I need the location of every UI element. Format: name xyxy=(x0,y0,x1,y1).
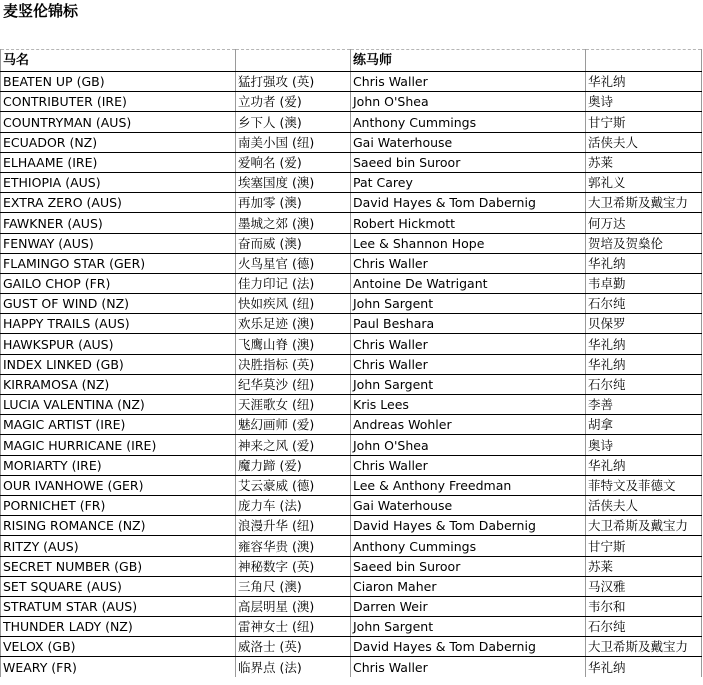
cell-horse-name: SET SQUARE (AUS) xyxy=(1,576,236,596)
cell-chinese-name: 快如疾风 (纽) xyxy=(236,294,351,314)
page-title: 麦竖伦锦标 xyxy=(3,2,79,20)
cell-horse-name: WEARY (FR) xyxy=(1,657,236,677)
cell-chinese-name: 庞力车 (法) xyxy=(236,495,351,515)
cell-trainer-chinese: 苏莱 xyxy=(586,556,702,576)
cell-trainer-chinese: 石尔纯 xyxy=(586,617,702,637)
cell-chinese-name: 临界点 (法) xyxy=(236,657,351,677)
cell-chinese-name: 奋而威 (澳) xyxy=(236,233,351,253)
cell-trainer: Antoine De Watrigant xyxy=(351,273,586,293)
cell-trainer: Gai Waterhouse xyxy=(351,132,586,152)
cell-trainer-chinese: 何万达 xyxy=(586,213,702,233)
cell-trainer-chinese: 奥诗 xyxy=(586,435,702,455)
cell-trainer: Darren Weir xyxy=(351,596,586,616)
table-row xyxy=(1,415,702,435)
cell-trainer: Andreas Wohler xyxy=(351,415,586,435)
cell-trainer: Anthony Cummings xyxy=(351,112,586,132)
cell-chinese-name: 魔力蹄 (爱) xyxy=(236,455,351,475)
cell-trainer-chinese: 李善 xyxy=(586,395,702,415)
table-row xyxy=(1,374,702,394)
cell-horse-name: PORNICHET (FR) xyxy=(1,495,236,515)
table-row xyxy=(1,596,702,616)
table-row xyxy=(1,172,702,192)
cell-trainer-chinese: 华礼纳 xyxy=(586,354,702,374)
header-chinese-name xyxy=(236,50,351,72)
cell-trainer: David Hayes & Tom Dabernig xyxy=(351,516,586,536)
table-row xyxy=(1,314,702,334)
cell-trainer: John O'Shea xyxy=(351,92,586,112)
table-row xyxy=(1,617,702,637)
cell-chinese-name: 乡下人 (澳) xyxy=(236,112,351,132)
cell-chinese-name: 神来之风 (爱) xyxy=(236,435,351,455)
cell-horse-name: HAWKSPUR (AUS) xyxy=(1,334,236,354)
cell-trainer-chinese: 甘宁斯 xyxy=(586,536,702,556)
cell-chinese-name: 墨城之郊 (澳) xyxy=(236,213,351,233)
cell-trainer-chinese: 苏莱 xyxy=(586,152,702,172)
cell-trainer-chinese: 甘宁斯 xyxy=(586,112,702,132)
cell-trainer: Chris Waller xyxy=(351,253,586,273)
cell-chinese-name: 欢乐足迹 (澳) xyxy=(236,314,351,334)
cell-horse-name: FENWAY (AUS) xyxy=(1,233,236,253)
cell-trainer: Lee & Anthony Freedman xyxy=(351,475,586,495)
cell-chinese-name: 飞鹰山脊 (澳) xyxy=(236,334,351,354)
header-trainer-chinese xyxy=(586,50,702,72)
cell-horse-name: EXTRA ZERO (AUS) xyxy=(1,193,236,213)
cell-horse-name: GAILO CHOP (FR) xyxy=(1,273,236,293)
cell-trainer-chinese: 大卫希斯及戴宝力 xyxy=(586,193,702,213)
table-row xyxy=(1,536,702,556)
cell-horse-name: LUCIA VALENTINA (NZ) xyxy=(1,395,236,415)
cell-horse-name: HAPPY TRAILS (AUS) xyxy=(1,314,236,334)
cell-chinese-name: 浪漫升华 (纽) xyxy=(236,516,351,536)
cell-chinese-name: 猛打强攻 (英) xyxy=(236,72,351,92)
cell-chinese-name: 再加零 (澳) xyxy=(236,193,351,213)
cell-chinese-name: 雍容华贵 (澳) xyxy=(236,536,351,556)
cell-chinese-name: 神秘数字 (英) xyxy=(236,556,351,576)
cell-trainer-chinese: 大卫希斯及戴宝力 xyxy=(586,516,702,536)
table-body xyxy=(1,72,702,677)
cell-trainer: Chris Waller xyxy=(351,354,586,374)
cell-horse-name: SECRET NUMBER (GB) xyxy=(1,556,236,576)
cell-trainer-chinese: 韦卓勤 xyxy=(586,273,702,293)
cell-chinese-name: 决胜指标 (英) xyxy=(236,354,351,374)
cell-chinese-name: 天涯歌女 (纽) xyxy=(236,395,351,415)
cell-chinese-name: 爱响名 (爱) xyxy=(236,152,351,172)
cell-chinese-name: 雷神女士 (纽) xyxy=(236,617,351,637)
cell-trainer: Robert Hickmott xyxy=(351,213,586,233)
cell-trainer-chinese: 石尔纯 xyxy=(586,374,702,394)
cell-chinese-name: 三角尺 (澳) xyxy=(236,576,351,596)
table-row xyxy=(1,132,702,152)
table-row xyxy=(1,495,702,515)
cell-trainer-chinese: 郭礼义 xyxy=(586,172,702,192)
cell-trainer-chinese: 活侠夫人 xyxy=(586,495,702,515)
cell-chinese-name: 纪华莫沙 (纽) xyxy=(236,374,351,394)
cell-trainer-chinese: 华礼纳 xyxy=(586,72,702,92)
cell-trainer: John Sargent xyxy=(351,617,586,637)
cell-trainer-chinese: 华礼纳 xyxy=(586,455,702,475)
cell-trainer-chinese: 华礼纳 xyxy=(586,657,702,677)
cell-trainer-chinese: 大卫希斯及戴宝力 xyxy=(586,637,702,657)
cell-trainer: Pat Carey xyxy=(351,172,586,192)
cell-horse-name: VELOX (GB) xyxy=(1,637,236,657)
table-row xyxy=(1,112,702,132)
table-row xyxy=(1,193,702,213)
table-row xyxy=(1,253,702,273)
cell-trainer: Chris Waller xyxy=(351,334,586,354)
cell-trainer: David Hayes & Tom Dabernig xyxy=(351,637,586,657)
cell-chinese-name: 立功者 (爱) xyxy=(236,92,351,112)
cell-horse-name: RITZY (AUS) xyxy=(1,536,236,556)
cell-trainer-chinese: 贝保罗 xyxy=(586,314,702,334)
runners-table xyxy=(0,49,702,677)
cell-horse-name: THUNDER LADY (NZ) xyxy=(1,617,236,637)
cell-trainer: Anthony Cummings xyxy=(351,536,586,556)
cell-trainer: Kris Lees xyxy=(351,395,586,415)
header-horse-name: 马名 xyxy=(1,50,236,72)
cell-trainer: David Hayes & Tom Dabernig xyxy=(351,193,586,213)
table-row xyxy=(1,233,702,253)
table-row xyxy=(1,556,702,576)
cell-trainer-chinese: 菲特文及菲德文 xyxy=(586,475,702,495)
table-row xyxy=(1,273,702,293)
cell-horse-name: FLAMINGO STAR (GER) xyxy=(1,253,236,273)
cell-trainer-chinese: 奥诗 xyxy=(586,92,702,112)
cell-horse-name: INDEX LINKED (GB) xyxy=(1,354,236,374)
cell-horse-name: GUST OF WIND (NZ) xyxy=(1,294,236,314)
cell-chinese-name: 艾云豪威 (德) xyxy=(236,475,351,495)
cell-trainer: Gai Waterhouse xyxy=(351,495,586,515)
cell-trainer-chinese: 石尔纯 xyxy=(586,294,702,314)
cell-horse-name: ECUADOR (NZ) xyxy=(1,132,236,152)
cell-trainer-chinese: 胡拿 xyxy=(586,415,702,435)
table-header-row xyxy=(1,50,702,72)
cell-trainer-chinese: 韦尔和 xyxy=(586,596,702,616)
table-row xyxy=(1,354,702,374)
table-row xyxy=(1,294,702,314)
cell-trainer: John O'Shea xyxy=(351,435,586,455)
cell-trainer: Saeed bin Suroor xyxy=(351,152,586,172)
cell-trainer-chinese: 活侠夫人 xyxy=(586,132,702,152)
cell-trainer: John Sargent xyxy=(351,294,586,314)
cell-horse-name: COUNTRYMAN (AUS) xyxy=(1,112,236,132)
table-row xyxy=(1,92,702,112)
cell-horse-name: ETHIOPIA (AUS) xyxy=(1,172,236,192)
table-row xyxy=(1,72,702,92)
table-row xyxy=(1,516,702,536)
table-row xyxy=(1,637,702,657)
cell-horse-name: ELHAAME (IRE) xyxy=(1,152,236,172)
cell-chinese-name: 魅幻画师 (爱) xyxy=(236,415,351,435)
cell-trainer-chinese: 马汉雅 xyxy=(586,576,702,596)
table-row xyxy=(1,455,702,475)
cell-trainer-chinese: 华礼纳 xyxy=(586,334,702,354)
table-row xyxy=(1,435,702,455)
cell-horse-name: STRATUM STAR (AUS) xyxy=(1,596,236,616)
cell-chinese-name: 埃塞国度 (澳) xyxy=(236,172,351,192)
cell-horse-name: MAGIC ARTIST (IRE) xyxy=(1,415,236,435)
cell-trainer-chinese: 华礼纳 xyxy=(586,253,702,273)
header-trainer: 练马师 xyxy=(351,50,586,72)
cell-trainer: Lee & Shannon Hope xyxy=(351,233,586,253)
table-row xyxy=(1,213,702,233)
cell-horse-name: KIRRAMOSA (NZ) xyxy=(1,374,236,394)
cell-horse-name: CONTRIBUTER (IRE) xyxy=(1,92,236,112)
cell-horse-name: OUR IVANHOWE (GER) xyxy=(1,475,236,495)
cell-chinese-name: 火鸟星官 (德) xyxy=(236,253,351,273)
table-row xyxy=(1,334,702,354)
cell-horse-name: FAWKNER (AUS) xyxy=(1,213,236,233)
table-row xyxy=(1,475,702,495)
cell-trainer: Chris Waller xyxy=(351,72,586,92)
table-row xyxy=(1,152,702,172)
table-row xyxy=(1,395,702,415)
table-row xyxy=(1,576,702,596)
cell-chinese-name: 高层明星 (澳) xyxy=(236,596,351,616)
cell-trainer: Chris Waller xyxy=(351,657,586,677)
cell-trainer: Ciaron Maher xyxy=(351,576,586,596)
cell-horse-name: RISING ROMANCE (NZ) xyxy=(1,516,236,536)
cell-trainer: John Sargent xyxy=(351,374,586,394)
cell-trainer: Chris Waller xyxy=(351,455,586,475)
cell-trainer-chinese: 贺培及贺燊伦 xyxy=(586,233,702,253)
cell-horse-name: MAGIC HURRICANE (IRE) xyxy=(1,435,236,455)
cell-horse-name: MORIARTY (IRE) xyxy=(1,455,236,475)
table-row xyxy=(1,657,702,677)
cell-chinese-name: 南美小国 (纽) xyxy=(236,132,351,152)
cell-chinese-name: 威洛士 (英) xyxy=(236,637,351,657)
cell-horse-name: BEATEN UP (GB) xyxy=(1,72,236,92)
cell-trainer: Saeed bin Suroor xyxy=(351,556,586,576)
cell-chinese-name: 佳力印记 (法) xyxy=(236,273,351,293)
cell-trainer: Paul Beshara xyxy=(351,314,586,334)
